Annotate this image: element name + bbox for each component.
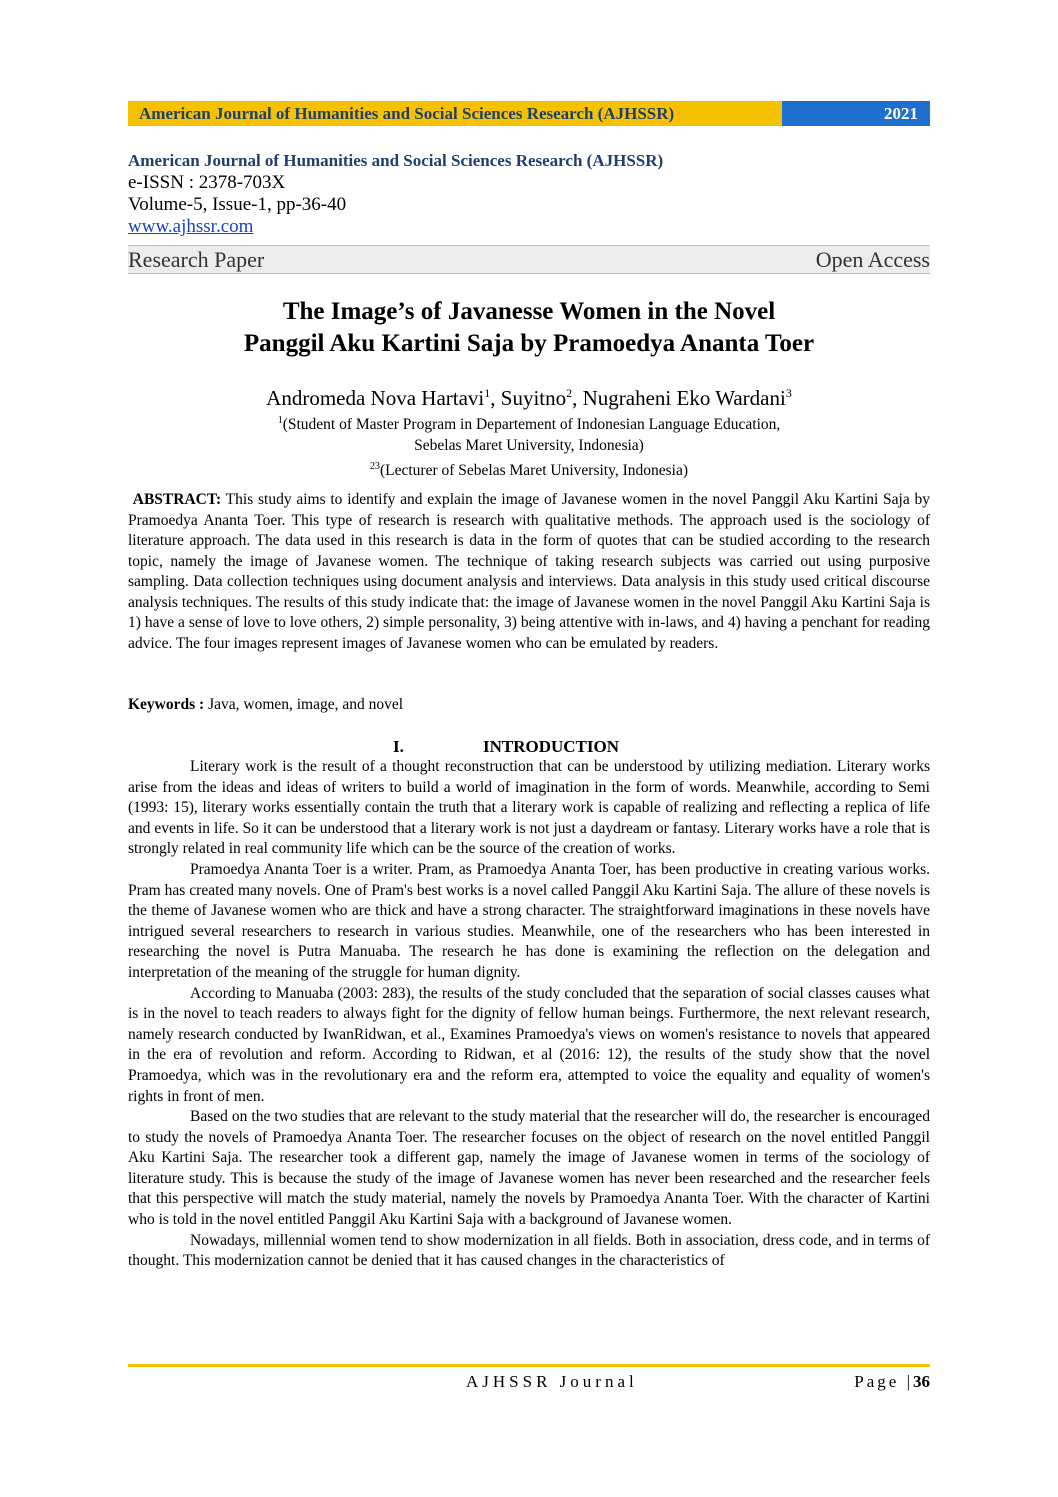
paragraph: Literary work is the result of a thought reconstruction that can be understood by utilizing mediation. Literary works arise from the ideas and ideas of writers to build a world of imagination in the form of words. Meanwhile, according to Semi (1993: 15), literary works essentially contain the truth that a literary work is capable of realizing and reflecting a replica of life and events in life. So it can be understood that a literary work is not just a daydream or fantasy. Literary works have a role that is strongly related in real community life which can be the source of the creation of works. <box>128 758 930 858</box>
affiliation-2-line: (Lecturer of Sebelas Maret University, Indonesia) <box>379 462 689 480</box>
affiliation-1-marker: 1 <box>277 415 283 426</box>
abstract-text: This study aims to identify and explain the image of Javanese women in the novel Panggil Aku Kartini Saja by Pramoedya Ananta Toer. This type of research is research with qualitative methods. The approach used is the sociology of literature approach. The data used in this research is data in the form of quotes that can be studied according to the research topic, namely the image of Javanese women. The technique of taking research subjects was carried out using purposive sampling. Data collection techniques using document analysis and interviews. Data analysis in this study used critical discourse analysis techniques. The results of this study indicate that: the image of Javanese women in the novel Panggil Aku Kartini Saja is 1) have a sense of love to love others, 2) simple personality, 3) being attentive with in-laws, and 4) having a penchant for reading advice. The four images represent images of Javanese women who can be emulated by readers. <box>128 491 930 652</box>
volume-issue: Volume-5, Issue-1, pp-36-40 <box>128 194 347 215</box>
footer-page-label: Page | <box>854 1372 913 1391</box>
issn: e-ISSN : 2378-703X <box>128 172 286 193</box>
affiliation-1-line-1: (Student of Master Program in Departement of Indonesian Language Education, <box>282 416 781 434</box>
title-line-1: The Image’s of Javanesse Women in the Novel <box>282 298 776 325</box>
keywords-text: Java, women, image, and novel <box>208 696 404 713</box>
paper-title <box>128 296 930 360</box>
abstract-label: ABSTRACT: <box>132 491 222 508</box>
journal-header-bar <box>128 101 930 126</box>
journal-website-link[interactable]: www.ajhssr.com <box>128 216 254 237</box>
author-3: Nugraheni Eko Wardani <box>582 386 786 410</box>
paragraph: Pramoedya Ananta Toer is a writer. Pram, as Pramoedya Ananta Toer, has been productive in creating various works. Pram has created many novels. One of Pram's best works is a novel called Panggil Aku Kartini Saja. The allure of these novels is the theme of Javanese women who are thick and have a strong character. The straightforward imaginations in these novels have intrigued several researchers to research in various studies. Meanwhile, one of the researchers who has been interested in researching the novel is Putra Manuaba. The research he has done is examining the reflection on the delegation and interpretation of the meaning of the struggle for human dignity. <box>128 860 930 981</box>
page-number: 36 <box>913 1372 930 1391</box>
access-type: Open Access <box>815 246 930 272</box>
footer-divider <box>128 1364 930 1367</box>
paper-type-bar <box>128 245 930 274</box>
author-2-affil: 2 <box>566 386 573 400</box>
paragraph: According to Manuaba (2003: 283), the results of the study concluded that the separation of social classes causes what is in the novel to teach readers to always fight for the dignity of fellow human beings. Furthermore, the next relevant research, namely research conducted by IwanRidwan, et al., Examines Pramoedya's views on women's resistance to novels that appeared in the era of revolution and reform. According to Ridwan, et al (2016: 12), the results of the study show that the novel Pramoedya, which was in the revolutionary era and the reform era, attempted to voice the equality and equality of women's rights in front of men. <box>128 984 930 1105</box>
body-text <box>128 757 930 1272</box>
affiliations <box>128 410 930 481</box>
journal-meta <box>128 150 930 238</box>
affiliation-1 <box>128 410 930 435</box>
section-number: I. <box>393 737 404 756</box>
keywords-label: Keywords : <box>128 696 205 713</box>
abstract <box>128 490 930 654</box>
author-1-affil: 1 <box>484 386 491 400</box>
footer-journal: AJHSSR Journal <box>466 1372 638 1391</box>
affiliation-1-line-2: Sebelas Maret University, Indonesia) <box>414 437 644 455</box>
author-1: Andromeda Nova Hartavi <box>266 386 485 410</box>
keywords <box>128 695 930 715</box>
affiliation-2-marker: 23 <box>369 461 380 473</box>
author-list: Andromeda Nova Hartavi$^1$, Suyitno$^2$, Nugraheni Eko Wardani$^3$ <box>266 386 792 410</box>
header-journal-name: American Journal of Humanities and Social Sciences Research (AJHSSR) <box>128 101 782 126</box>
paragraph: Nowadays, millennial women tend to show modernization in all fields. Both in association, dress code, and in terms of thought. This modernization cannot be denied that it has caused changes in the characteristics of <box>128 1231 930 1270</box>
paragraph: Based on the two studies that are relevant to the study material that the researcher will do, the researcher is encouraged to study the novels of Pramoedya Ananta Toer. The researcher focuses on the object of research on the novel entitled Panggil Aku Kartini Saja. The researcher took a different gap, namely the image of Javanese women in terms of the sociology of literature study. This is because the study of the image of Javanese women has never been researched and the researcher feels that this perspective will match the study material, namely the novels by Pramoedya Ananta Toer. With the character of Kartini who is told in the novel entitled Panggil Aku Kartini Saja with a background of Javanese women. <box>128 1108 930 1229</box>
author-3-affil: 3 <box>785 386 792 400</box>
page-footer <box>128 1372 930 1396</box>
title-line-2: Panggil Aku Kartini Saja by Pramoedya Ananta Toer <box>243 330 815 357</box>
author-2: Suyitno <box>500 386 567 410</box>
affiliation-2 <box>128 456 930 481</box>
section-title: INTRODUCTION <box>483 737 620 756</box>
header-year: 2021 <box>782 101 930 126</box>
footer-page <box>854 1372 930 1392</box>
paper-type: Research Paper <box>128 246 265 272</box>
journal-name: American Journal of Humanities and Social Sciences Research (AJHSSR) <box>128 151 664 170</box>
